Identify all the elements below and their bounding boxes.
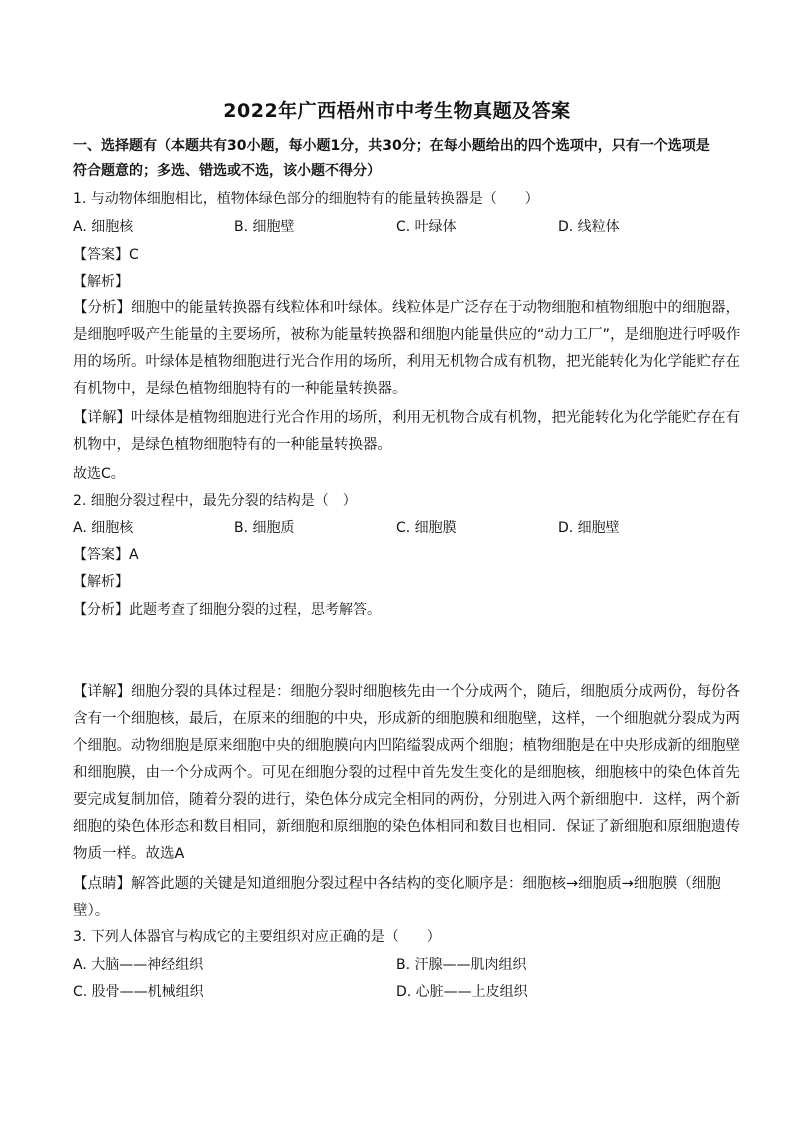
q2-detail-line: 和细胞膜，由一个分成两个。可见在细胞分裂的过程中首先发生变化的是细胞核，细胞核中的染色体首先 — [73, 765, 740, 781]
q1-detail — [73, 405, 740, 459]
section-heading-line-2: 符合题意的；多选、错选或不选，该小题不得分） — [73, 163, 381, 179]
q2-answer: 【答案】A — [73, 547, 139, 563]
q1-analysis-line: 【分析】细胞中的能量转换器有线粒体和叶绿体。线粒体是广泛存在于动物细胞和植物细胞中的细胞器， — [73, 300, 740, 316]
q1-answer: 【答案】C — [73, 247, 139, 263]
q2-detail — [73, 679, 740, 868]
q2-option-d: D. 细胞壁 — [558, 520, 620, 536]
q3-option-d: D. 心脏——上皮组织 — [396, 984, 528, 1000]
q2-detail-line: 个细胞。动物细胞是原来细胞中央的细胞膜向内凹陷缢裂成两个细胞；植物细胞是在中央形成新的细胞壁 — [73, 738, 740, 754]
q1-jiexi-label: 【解析】 — [73, 274, 129, 290]
section-heading-line-1: 一、选择题有（本题共有30小题，每小题1分，共30分；在每小题给出的四个选项中，只有一个选项是 — [73, 138, 710, 154]
q1-detail-line: 机物中，是绿色植物细胞特有的一种能量转换器。 — [73, 437, 392, 453]
q1-option-c: C. 叶绿体 — [396, 219, 457, 235]
q2-key-point — [73, 871, 723, 925]
q2-stem: 2. 细胞分裂过程中，最先分裂的结构是（ ） — [73, 493, 357, 509]
q2-option-a: A. 细胞核 — [73, 520, 134, 536]
q3-option-b: B. 汗腺——肌肉组织 — [396, 957, 527, 973]
q2-detail-line: 含有一个细胞核，最后，在原来的细胞的中央，形成新的细胞膜和细胞壁，这样，一个细胞就分裂成为两 — [73, 711, 740, 727]
document-title: 2022年广西梧州市中考生物真题及答案 — [223, 100, 571, 122]
q1-option-d: D. 线粒体 — [558, 219, 620, 235]
q1-detail-line: 【详解】叶绿体是植物细胞进行光合作用的场所，利用无机物合成有机物，把光能转化为化学能贮存在有 — [73, 410, 740, 426]
q2-detail-line: 细胞的染色体形态和数目相同，新细胞和原细胞的染色体相同和数目也相同．保证了新细胞和原细胞遗传 — [73, 819, 740, 835]
q2-detail-line: 【详解】细胞分裂的具体过程是：细胞分裂时细胞核先由一个分成两个，随后，细胞质分成两份，每份各 — [73, 684, 740, 700]
q2-analysis: 【分析】此题考查了细胞分裂的过程，思考解答。 — [73, 602, 381, 618]
q3-option-a: A. 大脑——神经组织 — [73, 957, 204, 973]
q1-stem: 1. 与动物体细胞相比，植物体绿色部分的细胞特有的能量转换器是（ ） — [73, 191, 539, 207]
q1-option-b: B. 细胞壁 — [234, 219, 295, 235]
q2-detail-line: 要完成复制加倍，随着分裂的进行，染色体分成完全相同的两份，分别进入两个新细胞中．这样，两个新 — [73, 792, 740, 808]
q2-option-b: B. 细胞质 — [234, 520, 295, 536]
q3-stem: 3. 下列人体器官与构成它的主要组织对应正确的是（ ） — [73, 929, 441, 945]
q2-option-c: C. 细胞膜 — [396, 520, 457, 536]
q1-analysis-line: 用的场所。叶绿体是植物细胞进行光合作用的场所，利用无机物合成有机物，把光能转化为化学能贮存在 — [73, 354, 740, 370]
q2-key-point-line: 【点睛】解答此题的关键是知道细胞分裂过程中各结构的变化顺序是：细胞核→细胞质→细胞膜（细胞 — [73, 876, 721, 892]
q1-analysis-line: 有机物中，是绿色植物细胞特有的一种能量转换器。 — [73, 381, 407, 397]
q2-jiexi-label: 【解析】 — [73, 574, 129, 590]
q1-analysis-line: 是细胞呼吸产生能量的主要场所，被称为能量转换器和细胞内能量供应的“动力工厂”，是细胞进行呼吸作 — [73, 327, 741, 343]
q3-option-c: C. 股骨——机械组织 — [73, 984, 204, 1000]
q2-detail-line: 物质一样。故选A — [73, 846, 185, 862]
q1-analysis — [73, 295, 741, 403]
q1-conclusion: 故选C。 — [73, 466, 125, 482]
q1-option-a: A. 细胞核 — [73, 219, 134, 235]
q2-key-point-line: 壁）。 — [73, 903, 110, 919]
